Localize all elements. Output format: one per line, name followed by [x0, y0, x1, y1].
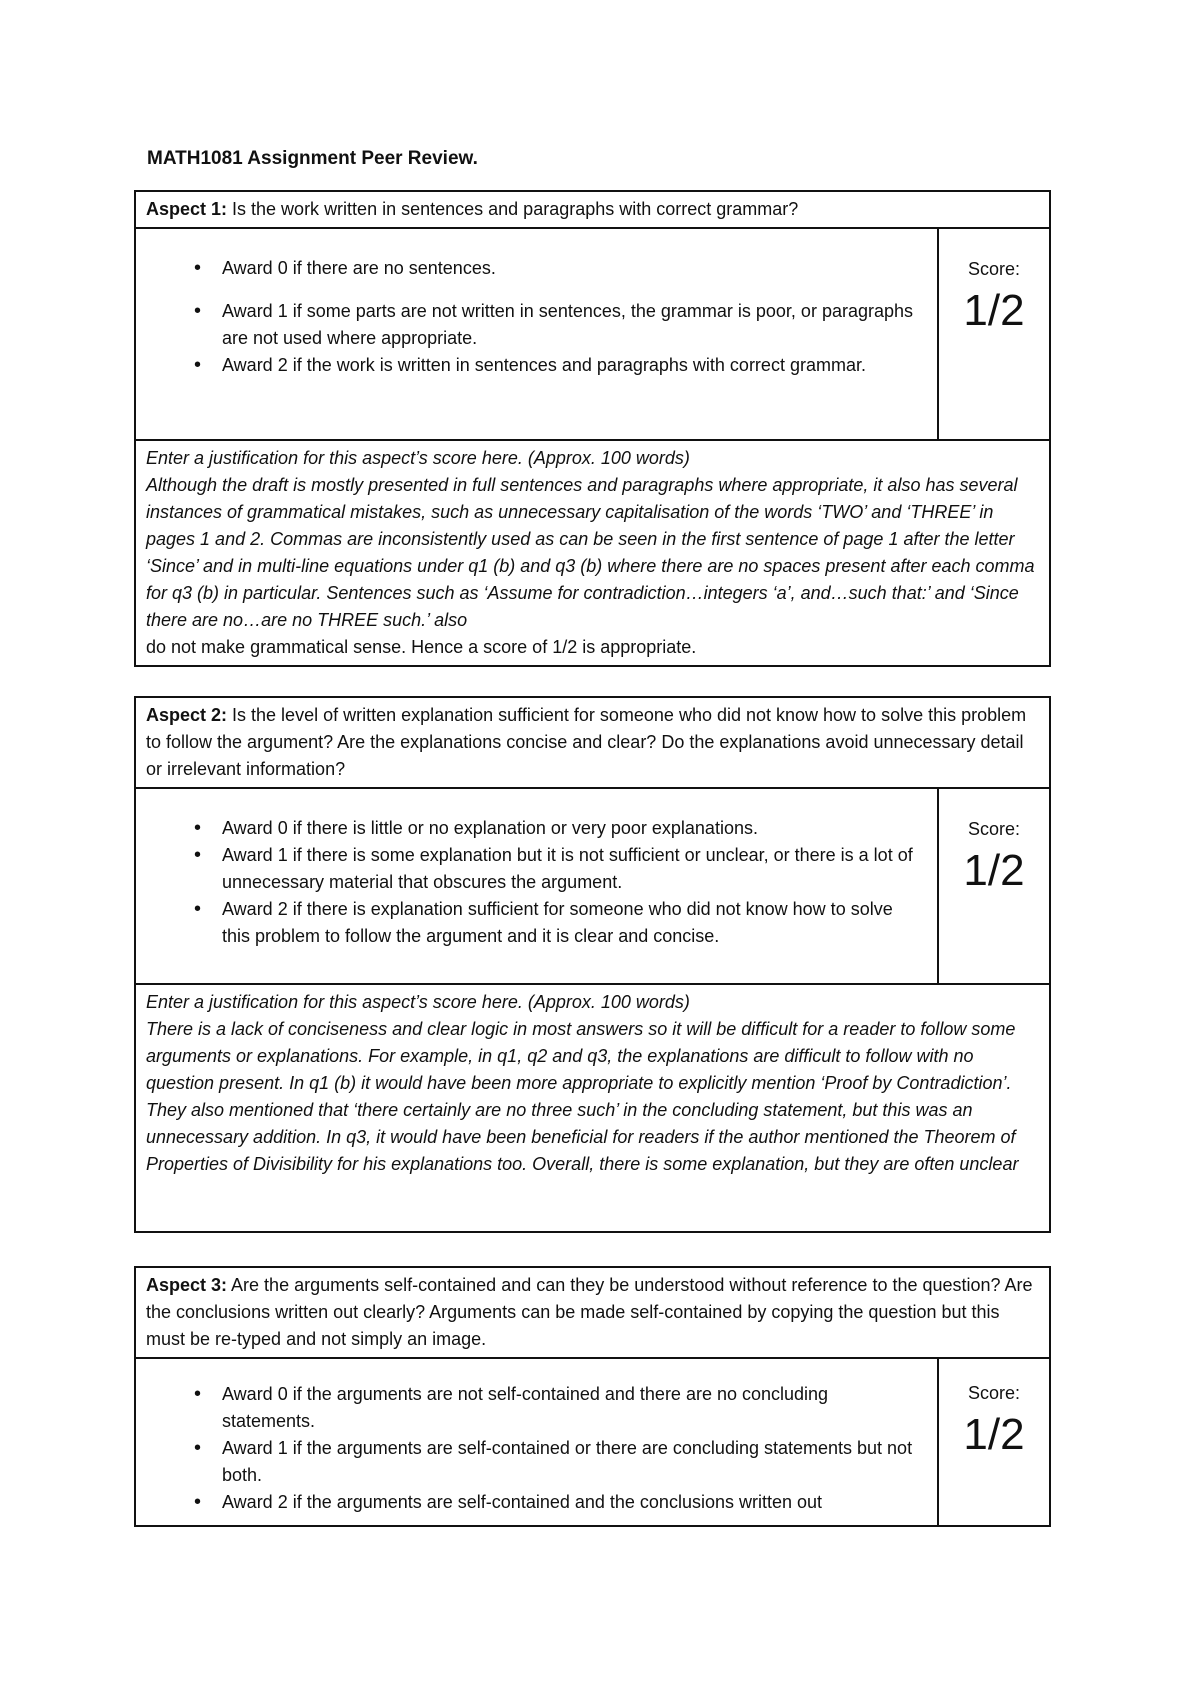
aspect-3-score-label: Score:: [967, 1383, 1021, 1403]
aspect-1-score-label: Score:: [967, 259, 1021, 279]
document-title: MATH1081 Assignment Peer Review.: [147, 148, 478, 169]
aspect-3-criterion-0: • Award 0 if the arguments are not self-contained and there are no concluding statements.: [146, 1381, 925, 1435]
aspect-1-criterion-1: • Award 1 if some parts are not written in sentences, the grammar is poor, or paragraphs are not used where appropriate.: [146, 298, 925, 352]
aspect-1-justification-text: Although the draft is mostly presented in full sentences and paragraphs where appropriate, it also has several instances of grammatical mistakes, such as unnecessary capitalisation of the words ‘TWO’ and ‘THREE’ in pages 1 and 2. Commas are inconsistently used as can be seen in the first sentence of page 1 after the letter ‘Since’ and in multi-line equations under q1 (b) and q3 (b) where there are no spaces present after each comma for q3 (b) in particular. Sentences such as ‘Assume for contradiction…integers ‘a’, and…such that:’ and ‘Since there are no…are no THREE such.’ also: [146, 475, 1035, 630]
aspect-2-criterion-2: • Award 2 if there is explanation sufficient for someone who did not know how to solve this problem to follow the argument and it is clear and concise.: [146, 896, 925, 950]
aspect-2-question-text: Is the level of written explanation sufficient for someone who did not know how to solve this problem to follow the argument? Are the explanations concise and clear? Do the explanations avoid unnecessary detail or irrelevant information?: [146, 705, 1027, 779]
aspect-2-score-value: 1/2: [963, 846, 1025, 895]
aspect-1-question: [136, 192, 1049, 229]
aspect-3-label: Aspect 3:: [146, 1275, 228, 1295]
aspect-1-criterion-2: • Award 2 if the work is written in sentences and paragraphs with correct grammar.: [146, 352, 925, 379]
aspect-3-table: [134, 1266, 1051, 1527]
aspect-3-criterion-2: • Award 2 if the arguments are self-contained and the conclusions written out: [146, 1489, 925, 1516]
aspect-1-score: [939, 229, 1049, 439]
aspect-1-justification-tail: do not make grammatical sense. Hence a score of 1/2 is appropriate.: [146, 637, 697, 657]
aspect-2-score-label: Score:: [967, 819, 1021, 839]
aspect-2-score: [939, 789, 1049, 983]
aspect-1-justification: [136, 441, 1049, 665]
aspect-3-score: [939, 1359, 1049, 1525]
aspect-2-criteria: [136, 789, 939, 983]
aspect-2-justification-text: There is a lack of conciseness and clear logic in most answers so it will be difficult for a reader to follow some arguments or explanations. For example, in q1, q2 and q3, the explanations are difficult to follow with no question present. In q1 (b) it would have been more appropriate to explicitly mention ‘Proof by Contradiction’. They also mentioned that ‘there certainly are no three such’ in the concluding statement, but this was an unnecessary addition. In q3, it would have been beneficial for readers if the author mentioned the Theorem of Properties of Divisibility for his explanations too. Overall, there is some explanation, but they are often unclear: [146, 1019, 1019, 1174]
aspect-1-label: Aspect 1:: [146, 199, 228, 219]
aspect-1-table: [134, 190, 1051, 667]
aspect-1-criteria: [136, 229, 939, 439]
aspect-3-question: [136, 1268, 1049, 1359]
aspect-1-question-text: Is the work written in sentences and paragraphs with correct grammar?: [227, 199, 799, 219]
aspect-2-question: [136, 698, 1049, 789]
aspect-1-score-value: 1/2: [963, 286, 1025, 335]
aspect-2-table: [134, 696, 1051, 1233]
aspect-3-criteria: [136, 1359, 939, 1525]
aspect-3-question-text: Are the arguments self-contained and can they be understood without reference to the question? Are the conclusions written out clearly? Arguments can be made self-contained by copying the question but this must be re-typed and not simply an image.: [146, 1275, 1033, 1349]
aspect-3-criterion-1: • Award 1 if the arguments are self-contained or there are concluding statements but not both.: [146, 1435, 925, 1489]
aspect-1-criterion-0: • Award 0 if there are no sentences.: [146, 255, 925, 282]
aspect-1-justification-prompt: Enter a justification for this aspect’s score here. (Approx. 100 words): [146, 448, 690, 468]
aspect-2-criteria-row: [136, 789, 1049, 985]
aspect-3-score-value: 1/2: [963, 1410, 1025, 1459]
aspect-3-criteria-row: [136, 1359, 1049, 1525]
aspect-2-criterion-1: • Award 1 if there is some explanation but it is not sufficient or unclear, or there is a lot of unnecessary material that obscures the argument.: [146, 842, 925, 896]
aspect-2-criterion-0: • Award 0 if there is little or no explanation or very poor explanations.: [146, 815, 925, 842]
aspect-1-criteria-row: [136, 229, 1049, 441]
aspect-2-justification: [136, 985, 1049, 1231]
aspect-2-justification-prompt: Enter a justification for this aspect’s score here. (Approx. 100 words): [146, 992, 690, 1012]
aspect-2-label: Aspect 2:: [146, 705, 228, 725]
